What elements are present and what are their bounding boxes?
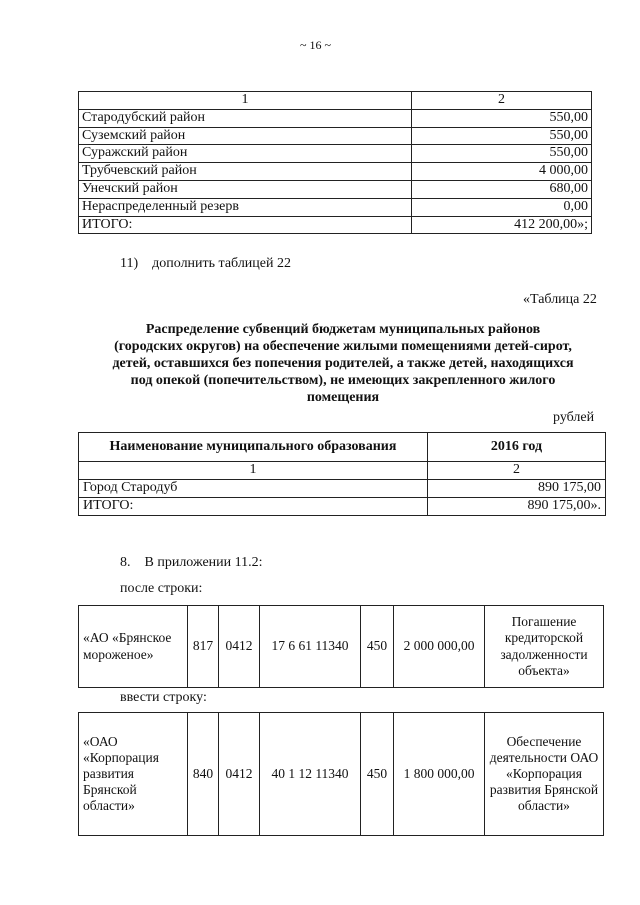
col-number-1: 1: [79, 92, 412, 110]
districts-table: [78, 91, 592, 234]
col-number-2: 2: [412, 92, 592, 110]
table-row: [79, 109, 592, 127]
district-value: 680,00: [412, 180, 592, 198]
district-name: Суражский район: [79, 145, 412, 163]
item-8-text: 8. В приложении 11.2:: [120, 555, 263, 570]
district-value: 550,00: [412, 109, 592, 127]
new-row-table: [78, 712, 604, 836]
subsidy-table: [78, 432, 606, 516]
table-row: [79, 480, 606, 498]
table22-title: [78, 321, 608, 406]
district-value: 0,00: [412, 198, 592, 216]
table-row: [79, 606, 604, 688]
total-row: [79, 216, 592, 234]
code-4: 450: [361, 606, 394, 688]
amount: 1 800 000,00: [394, 713, 485, 836]
insert-row-text: ввести строку:: [120, 690, 207, 705]
code-1: 817: [188, 606, 219, 688]
org-name: «АО «Брянское мороженое»: [79, 606, 188, 688]
municipality-name: Город Стародуб: [79, 480, 428, 498]
header-municipality: Наименование муниципального образования: [79, 433, 428, 462]
col-number-1: 1: [79, 462, 428, 480]
title-line: Распределение субвенций бюджетам муниципальных районов: [145, 322, 541, 337]
title-line: детей, оставшихся без попечения родителей, а также детей, находящихся: [112, 356, 574, 371]
title-line: под опекой (попечительством), не имеющих закрепленного жилого: [130, 373, 556, 388]
header-year: 2016 год: [428, 433, 606, 462]
district-value: 550,00: [412, 127, 592, 145]
table-row: [79, 145, 592, 163]
code-3: 17 6 61 11340: [260, 606, 361, 688]
district-name: Стародубский район: [79, 109, 412, 127]
code-2: 0412: [219, 713, 260, 836]
title-line: (городских округов) на обеспечение жилыми помещениями детей-сирот,: [114, 339, 572, 354]
table-row: [79, 127, 592, 145]
table-row: [79, 180, 592, 198]
existing-row-table: [78, 605, 604, 688]
col-number-2: 2: [428, 462, 606, 480]
purpose: Погашение кредиторской задолженности объекта»: [485, 606, 604, 688]
district-name: Унечский район: [79, 180, 412, 198]
purpose: Обеспечение деятельности ОАО «Корпорация развития Брянской области»: [485, 713, 604, 836]
table-row: [79, 163, 592, 181]
district-name: Трубчевский район: [79, 163, 412, 181]
code-2: 0412: [219, 606, 260, 688]
code-1: 840: [188, 713, 219, 836]
table-label: «Таблица 22: [523, 292, 597, 307]
district-name: Суземский район: [79, 127, 412, 145]
total-label: ИТОГО:: [79, 498, 428, 516]
amount: 2 000 000,00: [394, 606, 485, 688]
org-name: «ОАО «Корпорация развития Брянской области»: [79, 713, 188, 836]
total-label: ИТОГО:: [79, 216, 412, 234]
code-4: 450: [361, 713, 394, 836]
page-number: ~ 16 ~: [300, 38, 331, 52]
units-label: рублей: [553, 410, 595, 425]
district-name: Нераспределенный резерв: [79, 198, 412, 216]
item-11-text: 11) дополнить таблицей 22: [120, 256, 292, 271]
district-value: 550,00: [412, 145, 592, 163]
title-line: помещения: [306, 390, 380, 405]
total-row: [79, 498, 606, 516]
municipality-value: 890 175,00: [428, 480, 606, 498]
total-value: 412 200,00»;: [412, 216, 592, 234]
district-value: 4 000,00: [412, 163, 592, 181]
after-row-text: после строки:: [120, 581, 203, 596]
total-value: 890 175,00».: [428, 498, 606, 516]
table-row: [79, 713, 604, 836]
table-row: [79, 198, 592, 216]
code-3: 40 1 12 11340: [260, 713, 361, 836]
